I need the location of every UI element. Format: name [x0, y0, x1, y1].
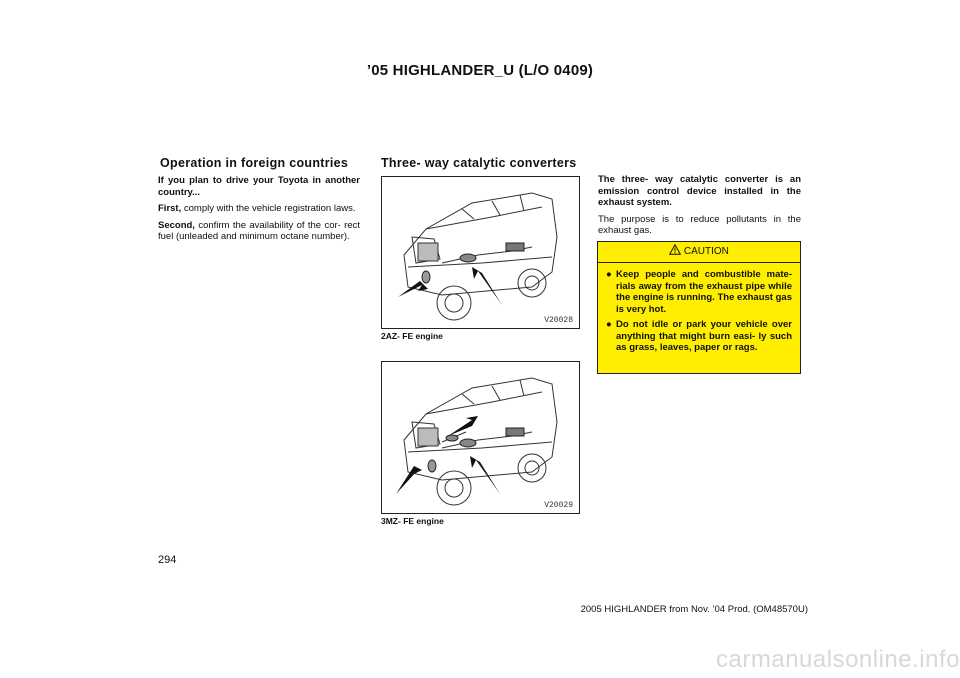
second-paragraph	[158, 220, 360, 243]
foreign-text-block	[158, 175, 360, 248]
caution-text-2: Do not idle or park your vehicle over anything that might burn easi- ly such as grass, leaves, paper or rags.	[616, 319, 792, 353]
caution-box	[597, 241, 801, 374]
figure-caption-1: 2AZ- FE engine	[381, 331, 443, 341]
caution-header	[598, 242, 800, 263]
first-label: First,	[158, 203, 182, 214]
vehicle-illustration-3mz	[382, 362, 579, 513]
bullet-icon: ●	[606, 269, 612, 280]
engine-figure-2az	[381, 176, 580, 329]
watermark: carmanualsonline.info	[716, 646, 960, 673]
caution-text-1: Keep people and combustible mate- rials away from the exhaust pipe while the engine is running. The exhaust gas is very hot.	[616, 269, 792, 315]
page-footer: 2005 HIGHLANDER from Nov. ’04 Prod. (OM48570U)	[580, 604, 808, 615]
page-header: ’05 HIGHLANDER_U (L/O 0409)	[366, 62, 594, 79]
engine-figure-3mz	[381, 361, 580, 514]
caution-item	[606, 319, 792, 354]
catalytic-text-block	[598, 174, 801, 242]
intro-text: If you plan to drive your Toyota in another country...	[158, 175, 360, 198]
caution-label: CAUTION	[683, 246, 729, 257]
second-label: Second,	[158, 219, 195, 231]
first-text: comply with the vehicle registration laws.	[183, 203, 356, 214]
warning-triangle-icon	[669, 244, 681, 255]
catalytic-purpose: The purpose is to reduce pollutants in the exhaust gas.	[598, 213, 801, 236]
caution-list	[598, 263, 800, 354]
figure-caption-2: 3MZ- FE engine	[381, 516, 444, 526]
section-title-catalytic: Three- way catalytic converters	[381, 156, 577, 170]
vehicle-illustration-2az	[382, 177, 579, 328]
caution-item	[606, 269, 792, 315]
page-number: 294	[158, 554, 177, 566]
catalytic-description: The three- way catalytic converter is an emission control device installed in the exhaust system.	[598, 174, 801, 208]
bullet-icon: ●	[606, 319, 612, 330]
first-paragraph	[158, 203, 360, 215]
section-title-foreign: Operation in foreign countries	[160, 156, 349, 170]
figure-code-2: V20029	[544, 501, 573, 510]
second-text: confirm the availability of the cor- rect fuel (unleaded and minimum octane number).	[158, 219, 361, 242]
figure-code-1: V20028	[544, 316, 573, 325]
